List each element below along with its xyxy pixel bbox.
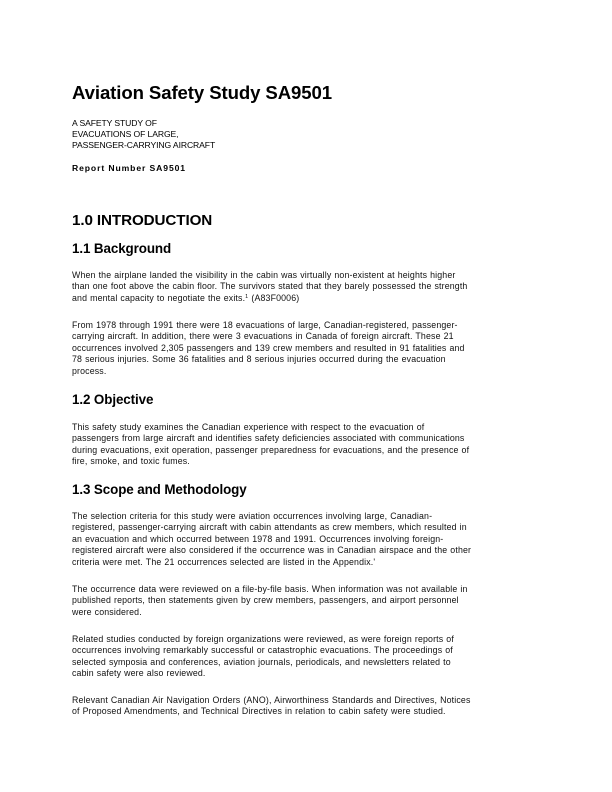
scope-paragraph-4 — [72, 695, 542, 718]
background-paragraph-1 — [72, 270, 542, 304]
scope-paragraph-3 — [72, 634, 542, 680]
text-line: From 1978 through 1991 there were 18 evacuations of large, Canadian-registered, passenger- — [72, 320, 458, 330]
text-line: were considered. — [72, 606, 142, 617]
text-line: This safety study examines the Canadian experience with respect to the evacuation of — [72, 422, 425, 432]
text-line: occurrences involved 2,305 passengers and 139 crew members and resulted in 91 fatalities and — [72, 342, 465, 353]
scope-paragraph-1 — [72, 511, 542, 568]
footnote-reference[interactable]: 1 — [245, 293, 249, 300]
text-line: The selection criteria for this study were aviation occurrences involving large, Canadian- — [72, 511, 433, 521]
report-number: Report Number SA9501 — [72, 163, 186, 173]
section-heading-introduction: 1.0 INTRODUCTION — [72, 212, 213, 229]
subtitle-line: PASSENGER-CARRYING AIRCRAFT — [72, 140, 216, 150]
background-paragraph-2 — [72, 320, 542, 377]
text-line: When the airplane landed the visibility in the cabin was virtually non-existent at heights higher — [72, 270, 456, 280]
text-line: Related studies conducted by foreign organizations were reviewed, as were foreign reports of — [72, 634, 454, 644]
subtitle-line: A SAFETY STUDY OF — [72, 118, 157, 128]
section-heading-scope-methodology: 1.3 Scope and Methodology — [72, 482, 247, 497]
text-line: of Proposed Amendments, and Technical Directives in relation to cabin safety were studied. — [72, 706, 446, 717]
occurrence-reference: (A83F0006) — [248, 292, 300, 303]
subtitle-line: EVACUATIONS OF LARGE, — [72, 129, 179, 139]
text-line: an evacuation and which occurred between 1978 and 1991. Occurrences involving foreign- — [72, 533, 444, 544]
section-heading-background: 1.1 Background — [72, 241, 172, 256]
text-line: fire, smoke, and toxic fumes. — [72, 456, 190, 467]
text-line: cabin safety were also reviewed. — [72, 668, 206, 679]
document-title: Aviation Safety Study SA9501 — [72, 82, 333, 103]
text-line: than one foot above the cabin floor. The survivors stated that they barely possessed the strength — [72, 281, 468, 292]
text-segment: and mental capacity to negotiate the exits. — [72, 292, 246, 303]
text-line: The occurrence data were reviewed on a file-by-file basis. When information was not available in — [72, 584, 468, 594]
text-line: during evacuations, exit operation, passenger preparedness for evacuations, and the presence of — [72, 444, 470, 455]
text-line: registered, passenger-carrying aircraft with cabin attendants as crew members, which resulted in — [72, 522, 467, 533]
text-line — [72, 293, 542, 304]
section-heading-objective: 1.2 Objective — [72, 392, 154, 407]
text-line: criteria were met. The 21 occurrences selected are listed in the Appendix.' — [72, 556, 376, 567]
text-line: Relevant Canadian Air Navigation Orders (ANO), Airworthiness Standards and Directives, Notices — [72, 695, 471, 705]
text-line: carrying aircraft. In addition, there were 3 evacuations in Canada of foreign aircraft. These 21 — [72, 331, 454, 342]
scope-paragraph-2 — [72, 584, 542, 618]
text-line: published reports, then statements given by crew members, passengers, and airport personnel — [72, 595, 459, 606]
objective-paragraph-1 — [72, 422, 542, 468]
text-line: registered aircraft were also considered if the occurrence was in Canadian airspace and the other — [72, 545, 472, 556]
text-line: selected symposia and conferences, aviation journals, periodicals, and newsletters related to — [72, 656, 451, 667]
text-line: occurrences involving remarkably successful or catastrophic evacuations. The proceedings of — [72, 645, 453, 656]
text-line: 78 serious injuries. Some 36 fatalities and 8 serious injuries occurred during the evacuation — [72, 354, 446, 365]
text-line: passengers from large aircraft and identifies safety deficiencies associated with communications — [72, 433, 465, 444]
text-line: process. — [72, 365, 107, 376]
